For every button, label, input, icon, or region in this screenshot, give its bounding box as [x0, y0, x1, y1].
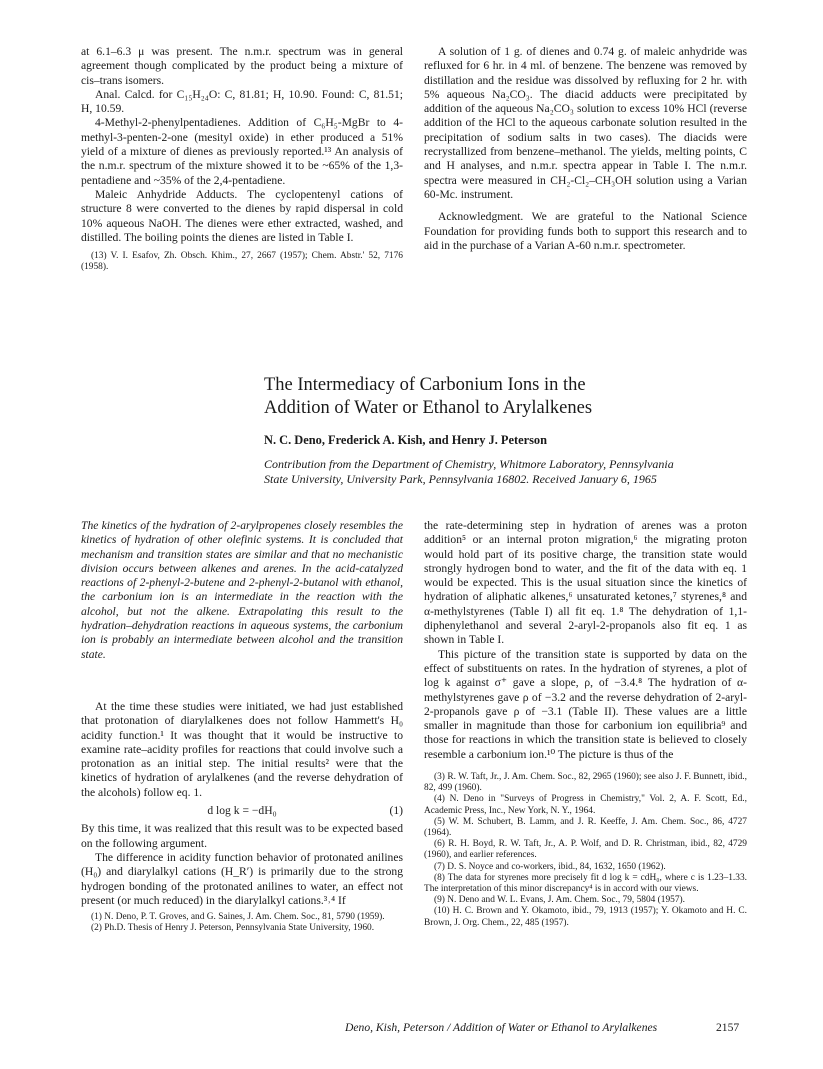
- footnote: (4) N. Deno in "Surveys of Progress in Chemistry," Vol. 2, A. F. Scott, Ed., Academic Press, Inc., New York, N. Y., 1964.: [424, 794, 747, 816]
- equation-number: (1): [389, 804, 403, 818]
- title-line: The Intermediacy of Carbonium Ions in the: [264, 375, 586, 395]
- paragraph: By this time, it was realized that this result was to be expected based on the following argument.: [81, 822, 403, 850]
- affiliation-line: Contribution from the Department of Chemistry, Whitmore Laboratory, Pennsylvania: [264, 457, 674, 471]
- footnote: (1) N. Deno, P. T. Groves, and G. Saines, J. Am. Chem. Soc., 81, 5790 (1959).: [91, 912, 385, 923]
- footnote: (8) The data for styrenes more precisely fit d log k = cdH₀, where c is 1.23–1.33. The interpretation of this minor discrepancy⁴ is in accord with our views.: [424, 872, 747, 895]
- equation-text: d log k = −dH₀: [207, 804, 277, 818]
- title-line: Addition of Water or Ethanol to Arylalkenes: [264, 398, 593, 418]
- footnote: (10) H. C. Brown and Y. Okamoto, ibid., 79, 1913 (1957); Y. Okamoto and H. C. Brown, J. Org. Chem., 22, 485 (1957).: [424, 906, 747, 928]
- page-number: 2157: [716, 1021, 740, 1034]
- footnote: (2) Ph.D. Thesis of Henry J. Peterson, Pennsylvania State University, 1960.: [91, 923, 375, 934]
- footnote: (9) N. Deno and W. L. Evans, J. Am. Chem. Soc., 79, 5804 (1957).: [434, 895, 686, 906]
- paragraph: Maleic Anhydride Adducts. The cyclopentenyl cations of structure 8 were converted to the dienes by rapid dispersal in cold 10% aqueous NaOH. The dienes were ether extracted, washed, and distilled. The boiling points the dienes are listed in Table I.: [81, 187, 403, 244]
- paragraph: the rate-determining step in hydration of arenes was a proton addition⁵ or an internal proton migration,⁶ the migrating proton would hold part of its positive charge, the transition state would strongly hydrogen bond to water, and the fit of the data with eq. 1 would be expected. This is the usual situation since the kinetics of hydration of aliphatic alkenes,⁶ unsaturated ketones,⁷ styrenes,⁸ and α-methylstyrenes (Table I) all fit eq. 1.⁸ The dehydration of 1,1-diphenylethanol and several 2-aryl-2-propanols also fit eq. 1 as shown in Table I.: [424, 519, 747, 647]
- top-right-column: [424, 45, 747, 253]
- body-right-column: [424, 519, 747, 929]
- running-footer: [345, 1021, 657, 1034]
- article-title: [264, 374, 684, 420]
- footnotes: [81, 251, 403, 273]
- body-left-column: [81, 700, 403, 935]
- footnote: (5) W. M. Schubert, B. Lamm, and J. R. Keeffe, J. Am. Chem. Soc., 86, 4727 (1964).: [424, 816, 747, 839]
- top-left-column: [81, 45, 403, 274]
- affiliation: [264, 457, 776, 487]
- authors: N. C. Deno, Frederick A. Kish, and Henry J. Peterson: [264, 433, 548, 447]
- paragraph: The difference in acidity function behavior of protonated anilines (H₀) and diarylalkyl cations (H_R′) is primarily due to the strong hydrogen bonding of the protonated anilines to water, an effect not present (or much reduced) in the diarylalkyl cations.³˒⁴ If: [81, 850, 403, 907]
- footnote: (7) D. S. Noyce and co-workers, ibid., 84, 1632, 1650 (1962).: [434, 861, 666, 872]
- equation: [81, 804, 403, 818]
- abstract: The kinetics of the hydration of 2-arylpropenes closely resembles the kinetics of hydration of other olefinic systems. It is concluded that mechanism and transition states are similar and that no mechanistic division occurs between alkenes and arenes. In the acid-catalyzed reactions of 2-phenyl-2-butene and 2-phenyl-2-butanol with ethanol, the carbonium ion is an intermediate in the reaction with the alcohol, but not the alkene. Extrapolating this result to the hydration–dehydration reactions in aqueous systems, the carbonium ion is probably an intermediate between alcohol and the transition state.: [81, 519, 403, 661]
- affiliation-line: State University, University Park, Pennsylvania 16802. Received January 6, 1965: [264, 472, 657, 486]
- footnotes: [424, 772, 747, 929]
- paragraph: Anal. Calcd. for C₁₅H₂₄O: C, 81.81; H, 10.90. Found: C, 81.51; H, 10.59.: [81, 87, 403, 116]
- paragraph: A solution of 1 g. of dienes and 0.74 g. of maleic anhydride was refluxed for 6 hr. in 4 ml. of benzene. The benzene was removed by distillation and the residue was dissolved by refluxing for 2 hr. with 5% aqueous Na₂CO₃. The diacid adducts were precipitated by addition of the aqueous Na₂CO₃ solution to excess 10% HCl (reverse addition of the HCl to the aqueous carbonate solution resulted in the precipitation of sodium salts in two cases). The diacids were recrystallized from benzene–methanol. The yields, melting points, C and H analyses, and n.m.r. spectra appear in Table I. The n.m.r. spectra were measured in CH₂-Cl₂–CH₃OH solution using a Varian 60-Mc. instrument.: [424, 45, 747, 201]
- paragraph: at 6.1–6.3 μ was present. The n.m.r. spectrum was in general agreement though complicated by the product being a mixture of cis–trans isomers.: [81, 45, 403, 87]
- paragraph: 4-Methyl-2-phenylpentadienes. Addition of C₆H₅-MgBr to 4-methyl-3-penten-2-one (mesityl oxide) in ether produced a 51% yield of a mixture of dienes as previously reported.¹³ An analysis of the n.m.r. spectrum of the mixture showed it to be ~65% of the 1,3-pentadiene and ~35% of the 2,4-pentadiene.: [81, 116, 403, 187]
- paragraph: At the time these studies were initiated, we had just established that protonation of diarylalkenes does not follow Hammett's H₀ acidity function.¹ It was thought that it would be instructive to examine rate–acidity profiles for reactions that could involve such a protonation as an initial step. The initial results² were that the kinetics of hydration of arylalkenes (and the reverse dehydration of the alcohols) follow eq. 1.: [81, 700, 403, 799]
- running-title: Deno, Kish, Peterson / Addition of Water or Ethanol to Arylalkenes: [345, 1021, 658, 1034]
- paragraph: Acknowledgment. We are grateful to the National Science Foundation for providing funds both to support this research and to aid in the purchase of a Varian A-60 n.m.r. spectrometer.: [424, 210, 747, 252]
- footnote: (3) R. W. Taft, Jr., J. Am. Chem. Soc., 82, 2965 (1960); see also J. F. Bunnett, ibid., 82, 499 (1960).: [424, 772, 747, 794]
- footnote: (13) V. I. Esafov, Zh. Obsch. Khim., 27, 2667 (1957); Chem. Abstr.' 52, 7176 (1958).: [81, 251, 403, 273]
- footnote: (6) R. H. Boyd, R. W. Taft, Jr., A. P. Wolf, and D. R. Christman, ibid., 82, 4729 (1960), and earlier references.: [424, 839, 747, 861]
- paragraph: This picture of the transition state is supported by data on the effect of substituents on rates. In the hydration of styrenes, a plot of log k against σ⁺ gave a slope, ρ, of −3.4.⁸ The hydration of α-methylstyrenes gave ρ of −3.2 and the reverse dehydration of 2-aryl-2-propanols gave ρ of −3.1 (Table II). These values are a little smaller in magnitude than those for carbonium ion equilibria⁹ and those for reactions in which the transition state is believed to closely resemble a carbonium ion.¹⁰ The picture is thus of the: [424, 647, 747, 761]
- footnotes: [81, 912, 403, 934]
